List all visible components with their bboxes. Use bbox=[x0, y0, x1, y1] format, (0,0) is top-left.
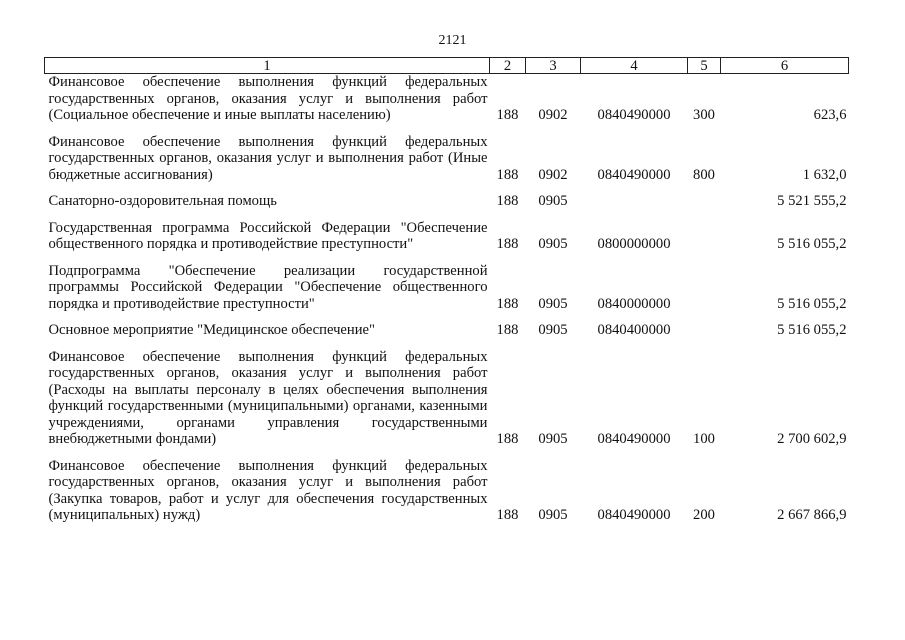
row-section: 0905 bbox=[538, 193, 568, 209]
header-col-2: 2 bbox=[490, 58, 526, 74]
row-name: Санаторно-оздоровительная помощь bbox=[48, 193, 277, 209]
row-section: 0905 bbox=[538, 322, 568, 338]
row-ministry: 188 bbox=[496, 431, 519, 447]
header-col-3: 3 bbox=[526, 58, 581, 74]
row-expense bbox=[688, 193, 721, 210]
row-target: 0840400000 bbox=[597, 322, 671, 338]
row-section: 0905 bbox=[538, 431, 568, 447]
row-expense: 300 bbox=[693, 107, 715, 123]
row-ministry: 188 bbox=[496, 236, 519, 252]
row-expense: 100 bbox=[693, 431, 715, 447]
row-amount: 2 667 866,9 bbox=[777, 507, 847, 523]
header-col-6: 6 bbox=[721, 58, 849, 74]
row-target: 0800000000 bbox=[597, 236, 671, 252]
row-name: Государственная программа Российской Федерации "Обеспечение общественного порядка и противодействие преступности" bbox=[48, 219, 488, 252]
row-target: 0840490000 bbox=[597, 107, 671, 123]
row-name: Финансовое обеспечение выполнения функций федеральных государственных органов, оказания услуг и выполнения работ (Расходы на выплаты персоналу в целях обеспечения выполнения функций государственными (муниципальными) органами, казенными учреждениями, органами управления государственными внебюджетными фондами) bbox=[48, 348, 488, 447]
table-row bbox=[45, 74, 849, 124]
row-expense bbox=[688, 220, 721, 253]
row-name: Финансовое обеспечение выполнения функций федеральных государственных органов, оказания услуг и выполнения работ (Социальное обеспечение и иные выплаты населению) bbox=[48, 74, 488, 123]
page-number: 2121 bbox=[438, 33, 467, 48]
row-amount: 5 516 055,2 bbox=[777, 295, 847, 312]
row-section: 0905 bbox=[538, 236, 568, 252]
row-amount: 1 632,0 bbox=[802, 166, 847, 183]
row-target: 0840000000 bbox=[597, 295, 671, 312]
row-amount: 623,6 bbox=[813, 107, 847, 123]
row-name: Основное мероприятие "Медицинское обеспечение" bbox=[48, 322, 375, 338]
row-name: Финансовое обеспечение выполнения функций федеральных государственных органов, оказания услуг и выполнения работ (Закупка товаров, работ и услуг для обеспечения государственных (муниципальных) нужд) bbox=[48, 457, 488, 523]
budget-table bbox=[44, 57, 849, 524]
table-row bbox=[45, 134, 849, 184]
row-target: 0840490000 bbox=[597, 507, 671, 523]
row-amount: 5 516 055,2 bbox=[777, 236, 847, 252]
row-amount: 5 521 555,2 bbox=[777, 193, 847, 209]
table-row bbox=[45, 322, 849, 339]
row-ministry: 188 bbox=[496, 166, 519, 183]
table-body bbox=[45, 74, 849, 524]
row-section: 0905 bbox=[538, 507, 568, 523]
row-name: Подпрограмма "Обеспечение реализации государственной программы Российской Федерации "Обеспечение общественного порядка и противодействие преступности" bbox=[48, 262, 488, 312]
row-expense: 200 bbox=[693, 507, 715, 523]
row-name: Финансовое обеспечение выполнения функций федеральных государственных органов, оказания услуг и выполнения работ (Иные бюджетные ассигнования) bbox=[48, 133, 488, 183]
row-ministry: 188 bbox=[496, 295, 519, 312]
table-header bbox=[45, 58, 849, 74]
table-row bbox=[45, 458, 849, 524]
row-amount: 2 700 602,9 bbox=[777, 431, 847, 447]
row-target: 0840490000 bbox=[597, 431, 671, 447]
row-ministry: 188 bbox=[496, 107, 519, 123]
row-section: 0902 bbox=[538, 107, 568, 123]
row-ministry: 188 bbox=[496, 322, 519, 338]
table-row bbox=[45, 263, 849, 313]
header-col-1: 1 bbox=[45, 58, 490, 74]
header-col-4: 4 bbox=[581, 58, 688, 74]
row-expense bbox=[688, 263, 721, 313]
row-ministry: 188 bbox=[496, 193, 519, 209]
table-row bbox=[45, 193, 849, 210]
table-row bbox=[45, 349, 849, 448]
row-target: 0840490000 bbox=[597, 166, 671, 183]
header-row bbox=[45, 58, 849, 74]
table-row bbox=[45, 220, 849, 253]
row-section: 0905 bbox=[538, 295, 568, 312]
row-target bbox=[581, 193, 688, 210]
row-amount: 5 516 055,2 bbox=[777, 322, 847, 338]
row-expense bbox=[688, 322, 721, 339]
row-expense: 800 bbox=[693, 166, 715, 183]
row-ministry: 188 bbox=[496, 507, 519, 523]
header-col-5: 5 bbox=[688, 58, 721, 74]
row-section: 0902 bbox=[538, 166, 568, 183]
